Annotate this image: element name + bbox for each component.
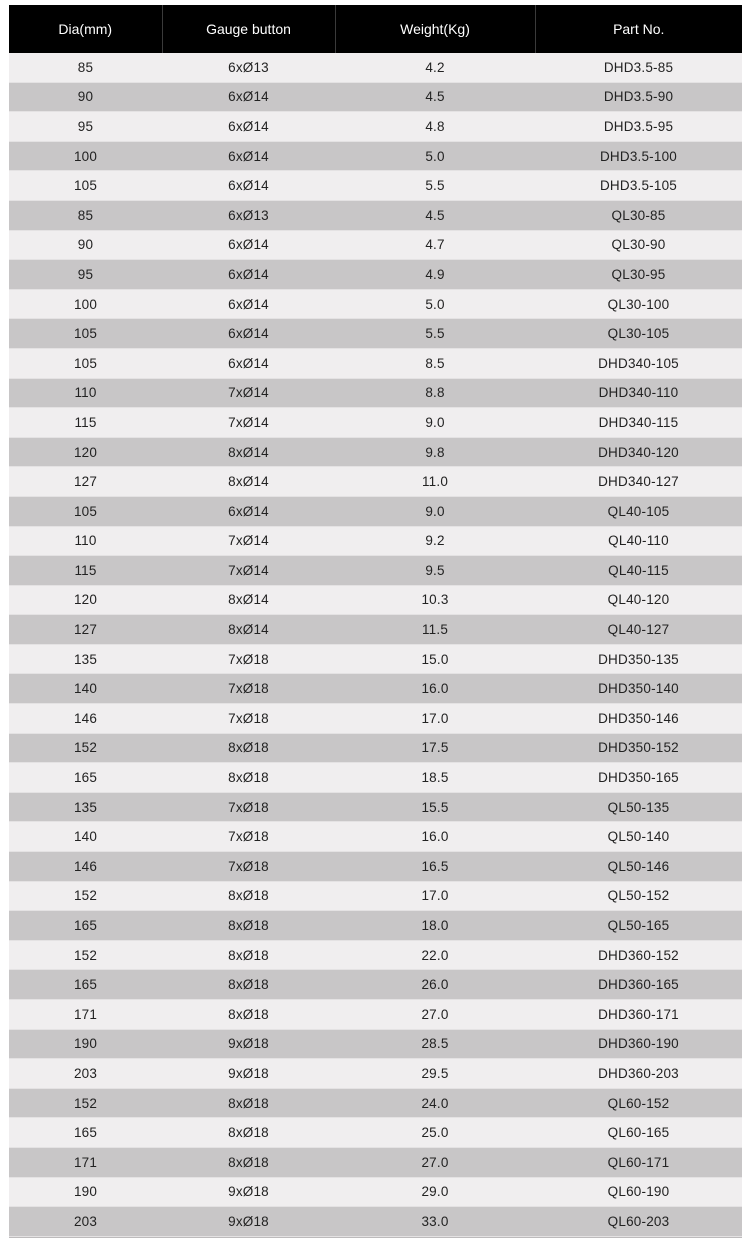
table-row xyxy=(9,496,742,526)
cell-dia: 152 xyxy=(9,1088,162,1118)
cell-gauge-button: 8xØ14 xyxy=(162,437,335,467)
cell-part-no: QL30-95 xyxy=(535,260,742,290)
table-row xyxy=(9,674,742,704)
cell-weight: 4.5 xyxy=(335,82,535,112)
table-row xyxy=(9,556,742,586)
cell-dia: 146 xyxy=(9,852,162,882)
cell-weight: 9.5 xyxy=(335,556,535,586)
cell-weight: 9.8 xyxy=(335,437,535,467)
cell-part-no: DHD3.5-100 xyxy=(535,141,742,171)
cell-weight: 26.0 xyxy=(335,970,535,1000)
cell-gauge-button: 8xØ18 xyxy=(162,1088,335,1118)
cell-part-no: QL40-115 xyxy=(535,556,742,586)
cell-dia: 95 xyxy=(9,260,162,290)
cell-dia: 90 xyxy=(9,82,162,112)
cell-weight: 17.0 xyxy=(335,704,535,734)
cell-part-no: DHD360-152 xyxy=(535,940,742,970)
cell-dia: 105 xyxy=(9,496,162,526)
table-row xyxy=(9,200,742,230)
header-part-no: Part No. xyxy=(535,5,742,53)
cell-weight: 4.7 xyxy=(335,230,535,260)
cell-part-no: QL50-152 xyxy=(535,881,742,911)
table-row xyxy=(9,408,742,438)
cell-weight: 9.0 xyxy=(335,496,535,526)
table-row xyxy=(9,1000,742,1030)
cell-dia: 95 xyxy=(9,112,162,142)
table-row xyxy=(9,822,742,852)
cell-weight: 9.2 xyxy=(335,526,535,556)
cell-weight: 25.0 xyxy=(335,1118,535,1148)
cell-gauge-button: 8xØ18 xyxy=(162,1118,335,1148)
cell-gauge-button: 6xØ14 xyxy=(162,230,335,260)
cell-part-no: QL30-85 xyxy=(535,200,742,230)
cell-weight: 28.5 xyxy=(335,1029,535,1059)
cell-weight: 9.0 xyxy=(335,408,535,438)
table-row xyxy=(9,171,742,201)
cell-gauge-button: 8xØ18 xyxy=(162,1000,335,1030)
table-row xyxy=(9,467,742,497)
cell-part-no: DHD350-152 xyxy=(535,733,742,763)
cell-part-no: QL50-140 xyxy=(535,822,742,852)
cell-dia: 146 xyxy=(9,704,162,734)
cell-dia: 100 xyxy=(9,141,162,171)
cell-weight: 15.5 xyxy=(335,792,535,822)
cell-gauge-button: 8xØ18 xyxy=(162,881,335,911)
cell-gauge-button: 7xØ14 xyxy=(162,556,335,586)
cell-gauge-button: 7xØ18 xyxy=(162,704,335,734)
cell-weight: 27.0 xyxy=(335,1147,535,1177)
cell-part-no: DHD340-115 xyxy=(535,408,742,438)
cell-gauge-button: 8xØ14 xyxy=(162,615,335,645)
cell-gauge-button: 6xØ14 xyxy=(162,260,335,290)
cell-dia: 110 xyxy=(9,378,162,408)
cell-weight: 10.3 xyxy=(335,585,535,615)
cell-gauge-button: 7xØ18 xyxy=(162,822,335,852)
cell-part-no: DHD3.5-105 xyxy=(535,171,742,201)
cell-gauge-button: 9xØ18 xyxy=(162,1059,335,1089)
cell-gauge-button: 6xØ14 xyxy=(162,141,335,171)
table-row xyxy=(9,1147,742,1177)
cell-part-no: DHD360-165 xyxy=(535,970,742,1000)
cell-part-no: DHD360-190 xyxy=(535,1029,742,1059)
cell-gauge-button: 6xØ14 xyxy=(162,82,335,112)
spec-table-container xyxy=(9,5,742,1238)
cell-dia: 85 xyxy=(9,200,162,230)
cell-dia: 152 xyxy=(9,881,162,911)
cell-dia: 100 xyxy=(9,289,162,319)
cell-dia: 105 xyxy=(9,348,162,378)
cell-part-no: DHD340-105 xyxy=(535,348,742,378)
cell-part-no: DHD340-127 xyxy=(535,467,742,497)
cell-part-no: DHD3.5-85 xyxy=(535,53,742,82)
cell-dia: 85 xyxy=(9,53,162,82)
table-row xyxy=(9,319,742,349)
table-row xyxy=(9,733,742,763)
cell-gauge-button: 9xØ18 xyxy=(162,1207,335,1237)
cell-dia: 105 xyxy=(9,319,162,349)
cell-part-no: DHD340-120 xyxy=(535,437,742,467)
cell-part-no: QL60-165 xyxy=(535,1118,742,1148)
table-row xyxy=(9,1207,742,1237)
cell-dia: 140 xyxy=(9,674,162,704)
cell-dia: 105 xyxy=(9,171,162,201)
cell-gauge-button: 7xØ14 xyxy=(162,408,335,438)
cell-part-no: DHD360-203 xyxy=(535,1059,742,1089)
cell-gauge-button: 7xØ18 xyxy=(162,674,335,704)
cell-part-no: QL40-120 xyxy=(535,585,742,615)
cell-weight: 5.0 xyxy=(335,141,535,171)
cell-weight: 11.5 xyxy=(335,615,535,645)
table-row xyxy=(9,53,742,82)
cell-weight: 33.0 xyxy=(335,1207,535,1237)
cell-dia: 152 xyxy=(9,733,162,763)
cell-weight: 5.5 xyxy=(335,171,535,201)
cell-part-no: QL60-190 xyxy=(535,1177,742,1207)
cell-gauge-button: 7xØ14 xyxy=(162,378,335,408)
table-row xyxy=(9,260,742,290)
cell-gauge-button: 7xØ14 xyxy=(162,526,335,556)
table-row xyxy=(9,644,742,674)
cell-weight: 18.0 xyxy=(335,911,535,941)
cell-part-no: QL50-146 xyxy=(535,852,742,882)
cell-weight: 4.8 xyxy=(335,112,535,142)
cell-dia: 165 xyxy=(9,970,162,1000)
table-row xyxy=(9,112,742,142)
table-row xyxy=(9,230,742,260)
header-row xyxy=(9,5,742,53)
cell-gauge-button: 8xØ18 xyxy=(162,911,335,941)
cell-dia: 190 xyxy=(9,1177,162,1207)
cell-weight: 4.9 xyxy=(335,260,535,290)
cell-gauge-button: 6xØ14 xyxy=(162,496,335,526)
cell-part-no: QL30-90 xyxy=(535,230,742,260)
cell-part-no: QL30-100 xyxy=(535,289,742,319)
spec-table xyxy=(9,5,742,1237)
table-row xyxy=(9,1059,742,1089)
table-row xyxy=(9,585,742,615)
cell-weight: 8.8 xyxy=(335,378,535,408)
cell-weight: 15.0 xyxy=(335,644,535,674)
cell-part-no: QL40-105 xyxy=(535,496,742,526)
table-row xyxy=(9,970,742,1000)
cell-gauge-button: 9xØ18 xyxy=(162,1029,335,1059)
cell-weight: 16.0 xyxy=(335,674,535,704)
cell-weight: 18.5 xyxy=(335,763,535,793)
table-row xyxy=(9,378,742,408)
header-weight: Weight(Kg) xyxy=(335,5,535,53)
table-row xyxy=(9,82,742,112)
cell-gauge-button: 6xØ13 xyxy=(162,53,335,82)
cell-part-no: QL60-152 xyxy=(535,1088,742,1118)
table-row xyxy=(9,437,742,467)
cell-part-no: QL30-105 xyxy=(535,319,742,349)
cell-dia: 127 xyxy=(9,467,162,497)
header-dia: Dia(mm) xyxy=(9,5,162,53)
cell-weight: 24.0 xyxy=(335,1088,535,1118)
cell-gauge-button: 8xØ18 xyxy=(162,970,335,1000)
cell-dia: 120 xyxy=(9,437,162,467)
cell-weight: 8.5 xyxy=(335,348,535,378)
cell-gauge-button: 6xØ14 xyxy=(162,112,335,142)
table-row xyxy=(9,1118,742,1148)
cell-dia: 135 xyxy=(9,792,162,822)
cell-weight: 16.5 xyxy=(335,852,535,882)
table-row xyxy=(9,1029,742,1059)
cell-gauge-button: 8xØ18 xyxy=(162,733,335,763)
cell-gauge-button: 7xØ18 xyxy=(162,644,335,674)
cell-part-no: DHD360-171 xyxy=(535,1000,742,1030)
cell-dia: 171 xyxy=(9,1000,162,1030)
cell-dia: 110 xyxy=(9,526,162,556)
cell-dia: 120 xyxy=(9,585,162,615)
cell-dia: 190 xyxy=(9,1029,162,1059)
table-row xyxy=(9,1177,742,1207)
cell-weight: 17.5 xyxy=(335,733,535,763)
cell-dia: 115 xyxy=(9,556,162,586)
cell-dia: 165 xyxy=(9,1118,162,1148)
cell-weight: 27.0 xyxy=(335,1000,535,1030)
cell-part-no: QL40-110 xyxy=(535,526,742,556)
cell-gauge-button: 8xØ18 xyxy=(162,940,335,970)
table-row xyxy=(9,1088,742,1118)
cell-gauge-button: 8xØ14 xyxy=(162,585,335,615)
table-row xyxy=(9,881,742,911)
table-row xyxy=(9,704,742,734)
table-row xyxy=(9,348,742,378)
cell-part-no: QL60-171 xyxy=(535,1147,742,1177)
cell-weight: 5.0 xyxy=(335,289,535,319)
cell-weight: 29.0 xyxy=(335,1177,535,1207)
table-body xyxy=(9,53,742,1236)
table-header xyxy=(9,5,742,53)
cell-part-no: QL50-165 xyxy=(535,911,742,941)
cell-dia: 115 xyxy=(9,408,162,438)
cell-part-no: DHD350-135 xyxy=(535,644,742,674)
table-row xyxy=(9,940,742,970)
cell-dia: 135 xyxy=(9,644,162,674)
cell-gauge-button: 6xØ14 xyxy=(162,171,335,201)
cell-gauge-button: 6xØ14 xyxy=(162,348,335,378)
cell-gauge-button: 8xØ14 xyxy=(162,467,335,497)
cell-gauge-button: 7xØ18 xyxy=(162,852,335,882)
cell-part-no: DHD3.5-90 xyxy=(535,82,742,112)
cell-weight: 11.0 xyxy=(335,467,535,497)
cell-gauge-button: 6xØ14 xyxy=(162,319,335,349)
cell-gauge-button: 6xØ14 xyxy=(162,289,335,319)
table-row xyxy=(9,141,742,171)
cell-gauge-button: 8xØ18 xyxy=(162,763,335,793)
table-row xyxy=(9,792,742,822)
cell-gauge-button: 8xØ18 xyxy=(162,1147,335,1177)
cell-dia: 171 xyxy=(9,1147,162,1177)
table-row xyxy=(9,289,742,319)
cell-dia: 203 xyxy=(9,1207,162,1237)
cell-part-no: QL50-135 xyxy=(535,792,742,822)
cell-weight: 4.2 xyxy=(335,53,535,82)
cell-dia: 140 xyxy=(9,822,162,852)
cell-part-no: DHD3.5-95 xyxy=(535,112,742,142)
cell-part-no: DHD340-110 xyxy=(535,378,742,408)
table-row xyxy=(9,615,742,645)
cell-part-no: QL60-203 xyxy=(535,1207,742,1237)
table-row xyxy=(9,852,742,882)
cell-part-no: QL40-127 xyxy=(535,615,742,645)
cell-dia: 90 xyxy=(9,230,162,260)
header-gauge-button: Gauge button xyxy=(162,5,335,53)
cell-weight: 29.5 xyxy=(335,1059,535,1089)
table-row xyxy=(9,911,742,941)
cell-part-no: DHD350-140 xyxy=(535,674,742,704)
cell-part-no: DHD350-165 xyxy=(535,763,742,793)
cell-dia: 127 xyxy=(9,615,162,645)
cell-dia: 152 xyxy=(9,940,162,970)
cell-weight: 4.5 xyxy=(335,200,535,230)
cell-dia: 203 xyxy=(9,1059,162,1089)
cell-weight: 5.5 xyxy=(335,319,535,349)
cell-gauge-button: 6xØ13 xyxy=(162,200,335,230)
cell-weight: 22.0 xyxy=(335,940,535,970)
cell-weight: 16.0 xyxy=(335,822,535,852)
table-row xyxy=(9,763,742,793)
cell-dia: 165 xyxy=(9,763,162,793)
table-row xyxy=(9,526,742,556)
cell-dia: 165 xyxy=(9,911,162,941)
cell-weight: 17.0 xyxy=(335,881,535,911)
cell-gauge-button: 7xØ18 xyxy=(162,792,335,822)
cell-gauge-button: 9xØ18 xyxy=(162,1177,335,1207)
cell-part-no: DHD350-146 xyxy=(535,704,742,734)
